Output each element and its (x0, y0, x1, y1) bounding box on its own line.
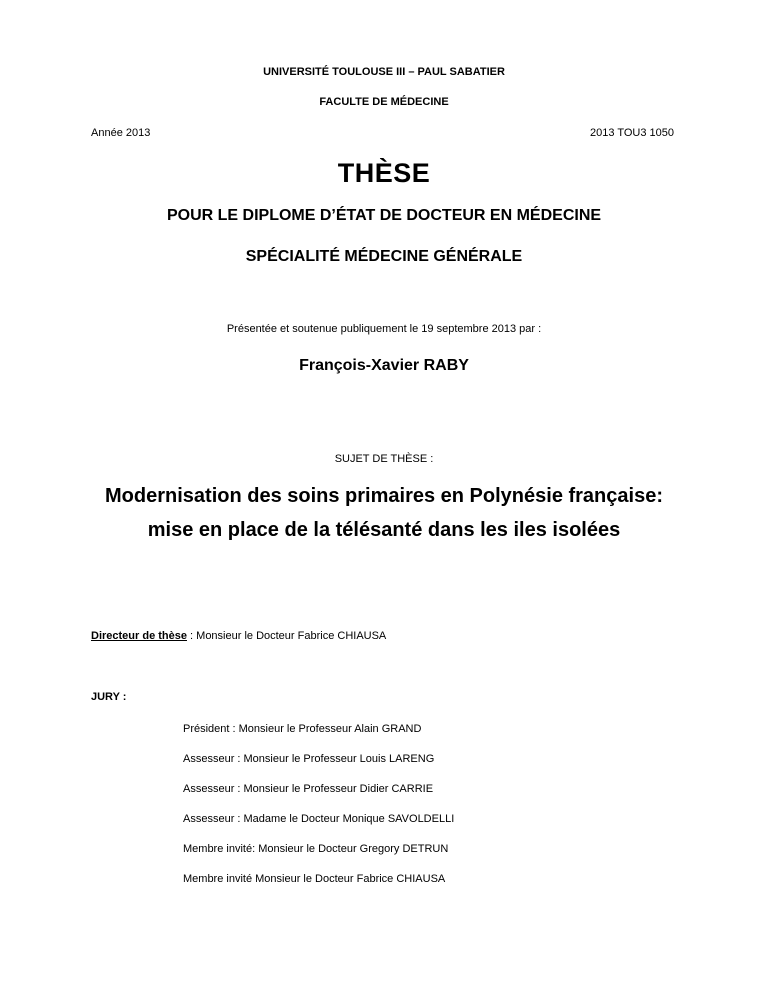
author-name: François-Xavier RABY (299, 357, 469, 374)
university-name: UNIVERSITÉ TOULOUSE III – PAUL SABATIER (263, 66, 505, 78)
director-line (91, 630, 386, 642)
director-label: Directeur de thèse (91, 630, 187, 642)
specialty-title: SPÉCIALITÉ MÉDECINE GÉNÉRALE (245, 248, 523, 265)
jury-member: Membre invité: Monsieur le Docteur Gregory DETRUN (183, 843, 449, 855)
faculty-name: FACULTE DE MÉDECINE (319, 96, 449, 108)
presentation-text: Présentée et soutenue publiquement le 19 septembre 2013 par : (226, 323, 542, 335)
jury-member: Président : Monsieur le Professeur Alain GRAND (183, 723, 422, 735)
subject-line-2: mise en place de la télésanté dans les iles isolées (147, 519, 621, 541)
jury-member: Assesseur : Monsieur le Professeur Louis LARENG (183, 753, 435, 765)
jury-member: Assesseur : Monsieur le Professeur Didier CARRIE (183, 783, 434, 795)
director-value: : Monsieur le Docteur Fabrice CHIAUSA (186, 630, 387, 642)
year-label: Année 2013 (91, 127, 151, 139)
subject-label: SUJET DE THÈSE : (334, 453, 434, 465)
diploma-title: POUR LE DIPLOME D’ÉTAT DE DOCTEUR EN MÉDECINE (166, 207, 602, 224)
thesis-title: THÈSE (337, 158, 431, 188)
reference-number: 2013 TOU3 1050 (590, 127, 674, 139)
jury-member: Assesseur : Madame le Docteur Monique SAVOLDELLI (183, 813, 455, 825)
subject-line-1: Modernisation des soins primaires en Polynésie française: (105, 485, 663, 507)
jury-label: JURY : (91, 691, 127, 703)
jury-member: Membre invité Monsieur le Docteur Fabrice CHIAUSA (183, 873, 446, 885)
